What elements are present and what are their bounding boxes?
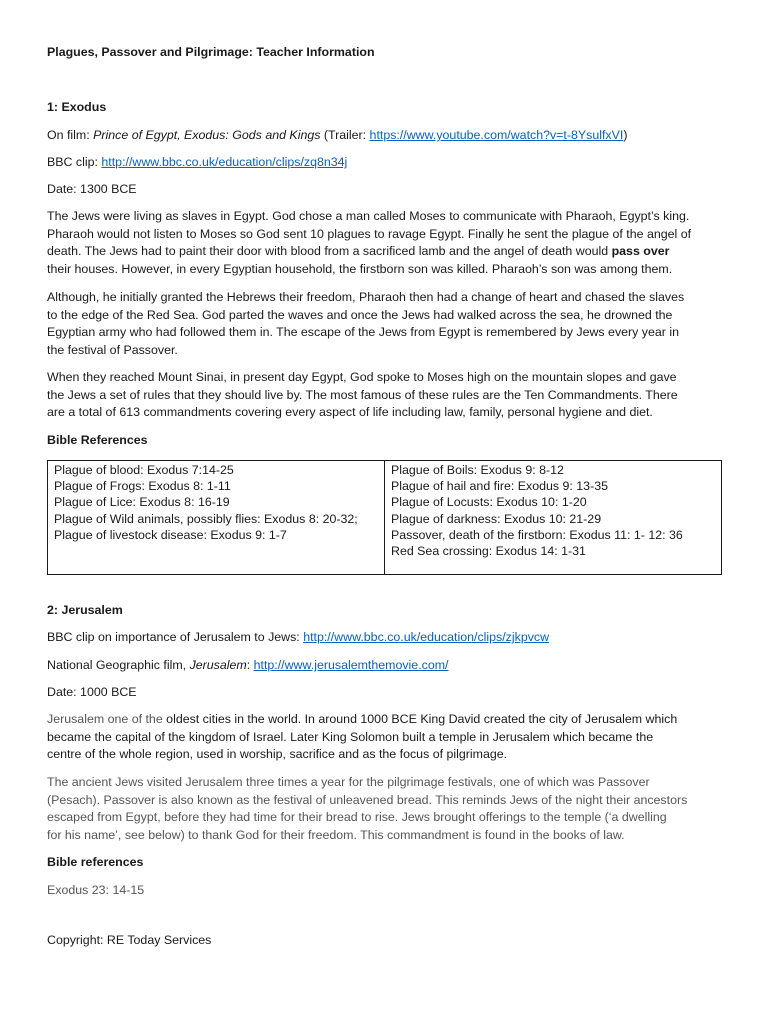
- bible-references-heading-2: Bible references: [47, 855, 144, 869]
- natgeo-link[interactable]: http://www.jerusalemthemovie.com/: [253, 658, 449, 672]
- document-title: Plagues, Passover and Pilgrimage: Teacher Information: [47, 45, 375, 59]
- natgeo-label: National Geographic film,: [47, 658, 190, 672]
- exodus-paragraph-3: When they reached Mount Sinai, in present day Egypt, God spoke to Moses high on the mountain slopes and gave the Jews a set of rules that they should live by. The most famous of these rules are the Ten Commandments. There are a total of 613 commandments covering every aspect of life including law, family, personal hygiene and diet.: [47, 370, 678, 420]
- jerusalem-paragraph-2: The ancient Jews visited Jerusalem three times a year for the pilgrimage festivals, one of which was Passover (Pesach). Passover is also known as the festival of unleavened bread. This reminds Jews of the night their ancestors escaped from Egypt, before they had time for their bread to rise. Jews brought offerings to the temple (‘a dwelling for his name’, see below) to thank God for their freedom. This commandment is found in the books of law.: [47, 775, 688, 842]
- reference-item: Plague of blood: Exodus 7:14-25: [54, 463, 234, 477]
- refs-right-column: [385, 461, 722, 575]
- bbc-clip-label: BBC clip:: [47, 155, 102, 169]
- reference-item: Plague of darkness: Exodus 10: 21-29: [391, 511, 602, 526]
- reference-item: Red Sea crossing: Exodus 14: 1-31: [391, 544, 586, 559]
- jerusalem-bbc-reference: [47, 629, 549, 646]
- jerusalem-paragraph-1: Jerusalem one of the oldest cities in the world. In around 1000 BCE King David created the city of Jerusalem which became the capital of the kingdom of Israel. Later King Solomon built a temple in Jerusalem which became the centre of the whole region, used in worship, sacrifice and as the focus of pilgrimage.: [47, 712, 678, 762]
- exodus-paragraph-2: Although, he initially granted the Hebrews their freedom, Pharaoh then had a change of heart and chased the slaves to the edge of the Red Sea. God parted the waves and once the Jews had walked across the sea, he drowned the Egyptian army who had followed them in. The escape of the Jews from Egypt is remembered by Jews every year in the festival of Passover.: [47, 290, 685, 357]
- film-titles: Prince of Egypt, Exodus: Gods and Kings: [93, 128, 321, 142]
- natgeo-reference: National Geographic film, Jerusalem: http://www.jerusalemthemovie.com/: [47, 658, 449, 672]
- copyright-notice: Copyright: RE Today Services: [47, 933, 212, 947]
- bbc-clip-link[interactable]: http://www.bbc.co.uk/education/clips/zq8n34j: [101, 155, 348, 169]
- reference-item: Plague of Wild animals, possibly flies: Exodus 8: 20-32;: [54, 511, 358, 526]
- natgeo-title: Jerusalem: [189, 658, 247, 672]
- reference-item: Plague of Lice: Exodus 8: 16-19: [54, 495, 230, 510]
- film-label: On film:: [47, 128, 94, 142]
- reference-item: Plague of livestock disease: Exodus 9: 1-7: [54, 527, 287, 542]
- reference-item: Plague of Locusts: Exodus 10: 1-20: [391, 495, 587, 510]
- reference-item: Plague of Boils: Exodus 9: 8-12: [391, 463, 564, 477]
- jerusalem-bbc-link[interactable]: http://www.bbc.co.uk/education/clips/zjkpvcw: [303, 630, 550, 644]
- film-reference: [47, 127, 627, 144]
- jerusalem-bbc-label: BBC clip on importance of Jerusalem to Jews:: [47, 630, 304, 644]
- section-heading-jerusalem: 2: Jerusalem: [47, 603, 123, 617]
- bible-reference-exodus-23: Exodus 23: 14-15: [47, 883, 145, 897]
- reference-item: Plague of Frogs: Exodus 8: 1-11: [54, 479, 231, 494]
- refs-left-column: [48, 461, 385, 575]
- jerusalem-date: Date: 1000 BCE: [47, 685, 137, 699]
- exodus-paragraph-1: The Jews were living as slaves in Egypt. God chose a man called Moses to communicate with Pharaoh, Egypt’s king. Pharaoh would not listen to Moses so God sent 10 plagues to ravage Egypt. Finally he sent the plague of the angel of death. The Jews had to paint their door with blood from a sacrificed lamb and the angel of death would pass over their houses. However, in every Egyptian household, the firstborn son was killed. Pharaoh’s son was among them.: [47, 209, 692, 276]
- table-row: [48, 461, 722, 575]
- bbc-clip-reference: [47, 154, 347, 171]
- bible-references-heading: Bible References: [47, 433, 148, 447]
- pass-over-emphasis: pass over: [611, 244, 670, 259]
- bible-references-table: [47, 460, 722, 575]
- section-heading-exodus: 1: Exodus: [47, 100, 107, 114]
- trailer-prefix: (Trailer:: [320, 128, 370, 142]
- reference-item: Passover, death of the firstborn: Exodus 11: 1- 12: 36: [391, 527, 683, 542]
- trailer-link[interactable]: https://www.youtube.com/watch?v=t-8YsulfxVI: [369, 128, 624, 142]
- exodus-date: Date: 1300 BCE: [47, 182, 137, 196]
- reference-item: Plague of hail and fire: Exodus 9: 13-35: [391, 479, 608, 494]
- trailer-suffix: ): [623, 128, 628, 142]
